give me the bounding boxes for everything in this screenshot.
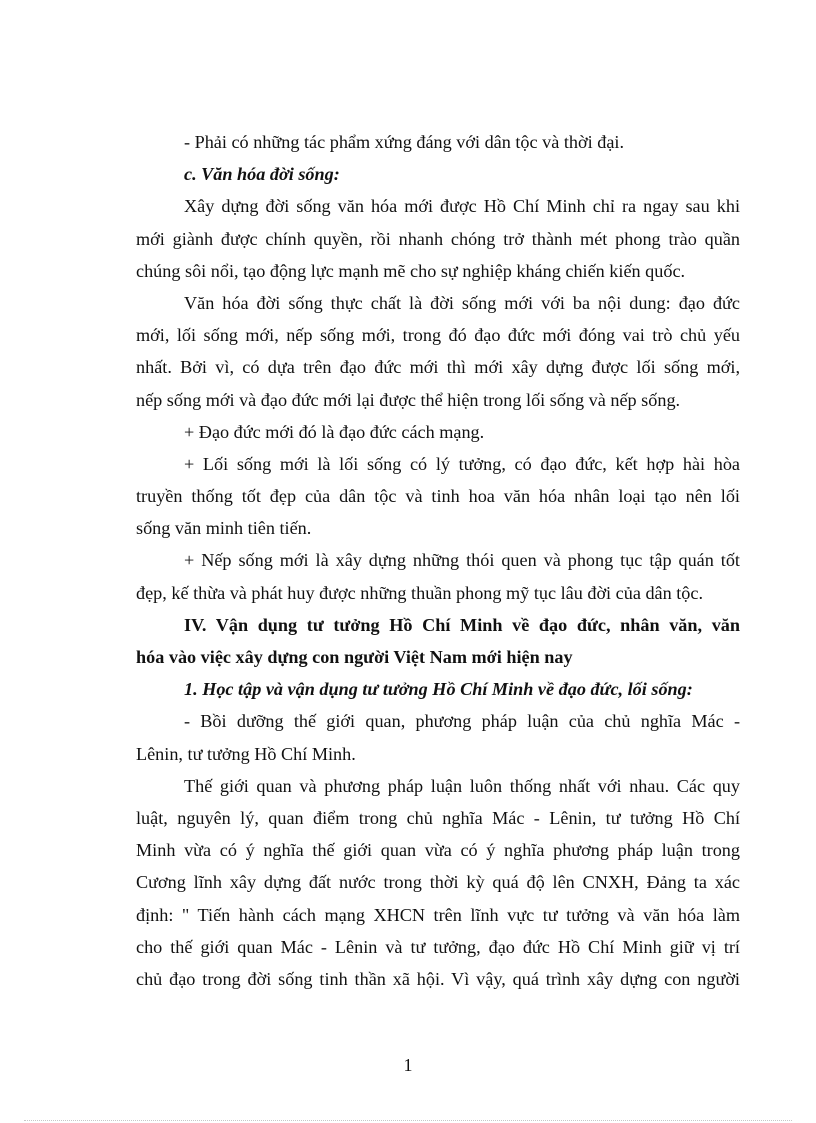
- paragraph-line: nhất. Bởi vì, có dựa trên đạo đức mới thì mới xây dựng được lối sống mới,: [136, 357, 740, 378]
- paragraph-line: chúng sôi nổi, tạo động lực mạnh mẽ cho sự nghiệp kháng chiến kiến quốc.: [136, 260, 686, 281]
- page-number: 1: [403, 1055, 413, 1075]
- section-heading-iv: IV. Vận dụng tư tưởng Hồ Chí Minh về đạo đức, nhân văn, văn: [184, 614, 740, 635]
- paragraph-line: cho thế giới quan Mác - Lênin và tư tưởng, đạo đức Hồ Chí Minh giữ vị trí: [136, 936, 740, 957]
- paragraph-line: mới giành được chính quyền, rồi nhanh chóng trở thành mét phong trào quần: [136, 228, 740, 249]
- paragraph-line: Văn hóa đời sống thực chất là đời sống mới với ba nội dung: đạo đức: [184, 292, 740, 313]
- paragraph-line: Lênin, tư tưởng Hồ Chí Minh.: [136, 743, 356, 764]
- section-heading-van-hoa-doi-song: c. Văn hóa đời sống:: [184, 164, 340, 185]
- page-edge-divider: [24, 1120, 792, 1121]
- document-body: [136, 126, 740, 995]
- paragraph-line: Minh vừa có ý nghĩa thế giới quan vừa có ý nghĩa phương pháp luận trong: [136, 840, 740, 861]
- paragraph-line: định: " Tiến hành cách mạng XHCN trên lĩnh vực tư tưởng và văn hóa làm: [136, 904, 740, 925]
- paragraph-line: sống văn minh tiên tiến.: [136, 518, 312, 539]
- paragraph-line: Cương lĩnh xây dựng đất nước trong thời kỳ quá độ lên CNXH, Đảng ta xác: [136, 872, 740, 893]
- paragraph-line: + Nếp sống mới là xây dựng những thói quen và phong tục tập quán tốt: [184, 550, 740, 571]
- paragraph-line: - Bồi dưỡng thế giới quan, phương pháp luận của chủ nghĩa Mác -: [184, 711, 740, 732]
- paragraph-line: + Lối sống mới là lối sống có lý tưởng, có đạo đức, kết hợp hài hòa: [184, 453, 740, 474]
- paragraph-line: truyền thống tốt đẹp của dân tộc và tinh hoa văn hóa nhân loại tạo nên lối: [136, 486, 740, 507]
- paragraph-line: - Phải có những tác phẩm xứng đáng với dân tộc và thời đại.: [184, 132, 624, 152]
- paragraph-line: Thế giới quan và phương pháp luận luôn thống nhất với nhau. Các quy: [184, 775, 740, 796]
- paragraph-line: luật, nguyên lý, quan điểm trong chủ nghĩa Mác - Lênin, tư tưởng Hồ Chí: [136, 807, 740, 828]
- paragraph-line: mới, lối sống mới, nếp sống mới, trong đó đạo đức mới đóng vai trò chủ yếu: [136, 325, 740, 346]
- section-heading-iv-continued: hóa vào việc xây dựng con người Việt Nam mới hiện nay: [136, 647, 573, 667]
- subsection-heading-1: 1. Học tập và vận dụng tư tưởng Hồ Chí Minh về đạo đức, lối sống:: [184, 679, 693, 700]
- paragraph-line: + Đạo đức mới đó là đạo đức cách mạng.: [184, 421, 485, 442]
- paragraph-line: đẹp, kế thừa và phát huy được những thuần phong mỹ tục lâu đời của dân tộc.: [136, 582, 704, 603]
- paragraph-line: nếp sống mới và đạo đức mới lại được thể hiện trong lối sống và nếp sống.: [136, 389, 681, 410]
- paragraph-line: chủ đạo trong đời sống tinh thần xã hội. Vì vậy, quá trình xây dựng con người: [136, 968, 740, 989]
- paragraph-line: Xây dựng đời sống văn hóa mới được Hồ Chí Minh chỉ ra ngay sau khi: [184, 196, 740, 217]
